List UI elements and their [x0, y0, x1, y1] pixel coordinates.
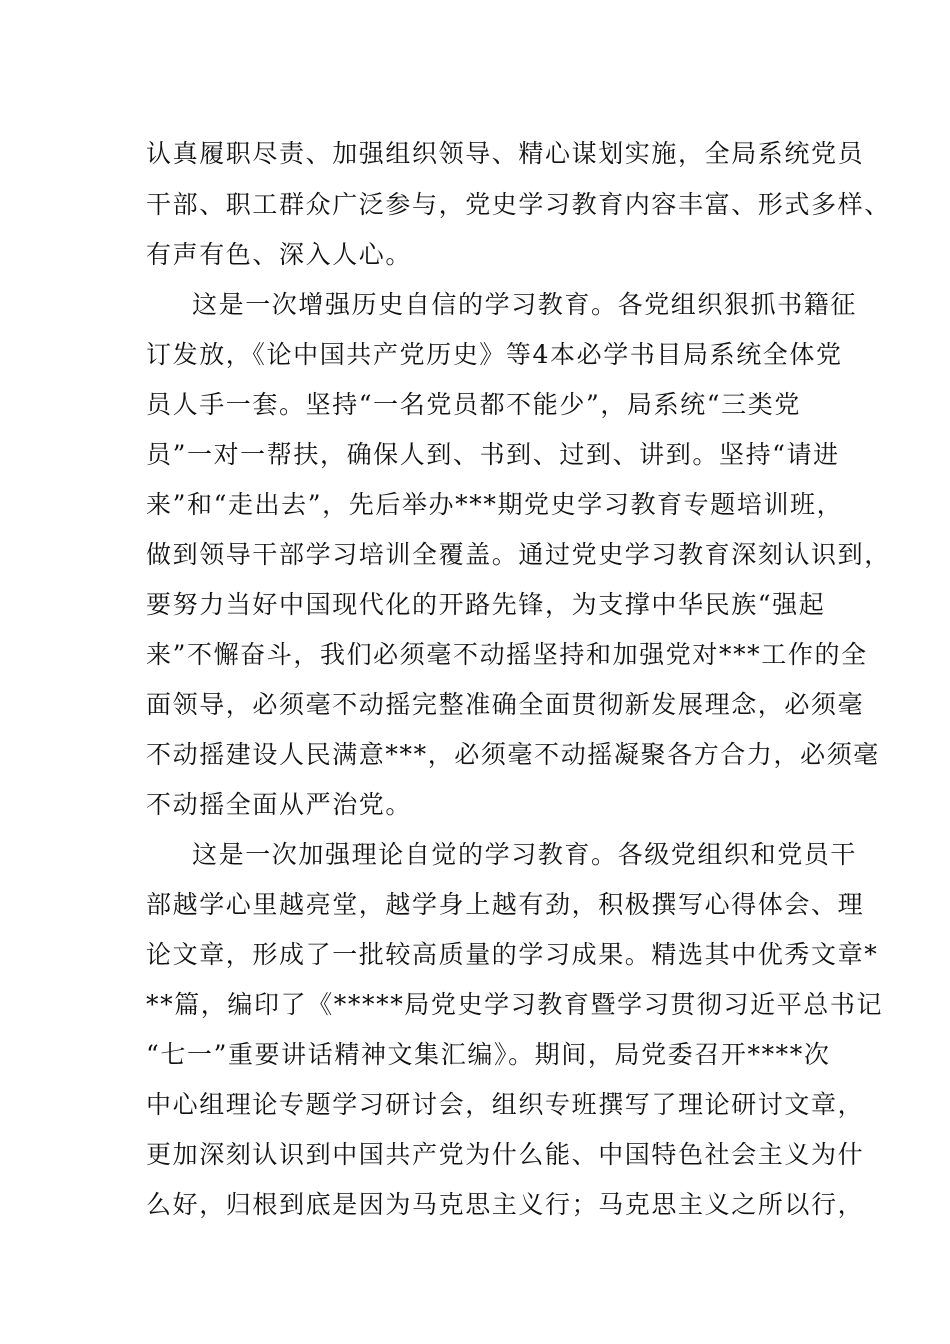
text-line: 来”不懈奋斗，我们必须毫不动摇坚持和加强党对***工作的全	[146, 640, 868, 669]
text-line: 做到领导干部学习培训全覆盖。通过党史学习教育深刻认识到，	[146, 540, 891, 569]
text-line: 来”和“走出去”，先后举办***期党史学习教育专题培训班，	[146, 490, 844, 519]
text-line: 订发放，《论中国共产党历史》等4本必学书目局系统全体党	[146, 340, 843, 369]
text-line: 部越学心里越亮堂，越学身上越有劲，积极撰写心得体会、理	[146, 890, 865, 919]
text-line: 不动摇建设人民满意***，必须毫不动摇凝聚各方合力，必须毫	[146, 740, 880, 769]
text-line: 员人手一套。坚持“一名党员都不能少”，局系统“三类党	[146, 390, 801, 419]
text-line: 认真履职尽责、加强组织领导、精心谋划实施，全局系统党员	[146, 139, 865, 168]
text-line: 么好，归根到底是因为马克思主义行；马克思主义之所以行，	[146, 1190, 865, 1219]
text-line: **篇，编印了《*****局党史学习教育暨学习贯彻习近平总书记	[146, 990, 884, 1019]
text-line: 有声有色、深入人心。	[146, 240, 413, 269]
text-line: 更加深刻认识到中国共产党为什么能、中国特色社会主义为什	[146, 1140, 865, 1169]
text-line: 员”一对一帮扶，确保人到、书到、过到、讲到。坚持“请进	[146, 440, 840, 469]
text-line: 不动摇全面从严治党。	[146, 790, 413, 819]
text-line: 面领导，必须毫不动摇完整准确全面贯彻新发展理念，必须毫	[146, 690, 865, 719]
text-line: “七一”重要讲话精神文集汇编》。期间，局党委召开****次	[146, 1040, 831, 1069]
text-line: 中心组理论专题学习研讨会，组织专班撰写了理论研讨文章，	[146, 1090, 865, 1119]
text-line: 干部、职工群众广泛参与，党史学习教育内容丰富、形式多样、	[146, 190, 891, 219]
text-line: 要努力当好中国现代化的开路先锋，为支撑中华民族“强起	[146, 590, 826, 619]
paragraph-first-line: 这是一次加强理论自觉的学习教育。各级党组织和党员干	[192, 840, 858, 869]
text-line: 论文章，形成了一批较高质量的学习成果。精选其中优秀文章*	[146, 940, 879, 969]
paragraph-first-line: 这是一次增强历史自信的学习教育。各党组织狠抓书籍征	[192, 290, 858, 319]
